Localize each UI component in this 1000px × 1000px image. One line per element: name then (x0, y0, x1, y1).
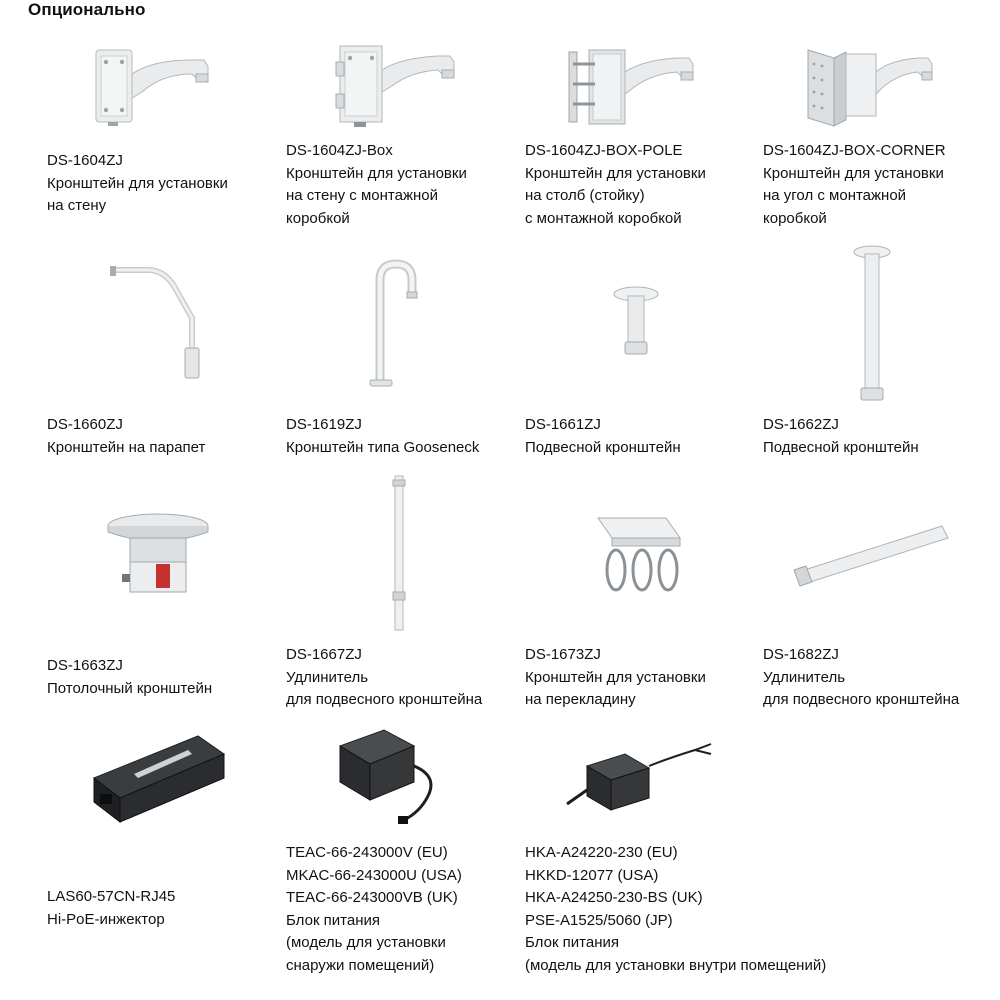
product-code: HKA-A24250-230-BS (UK) (525, 889, 703, 906)
indoor-power-supply-image (565, 736, 715, 816)
product-desc: снаружи помещений) (286, 956, 435, 974)
product-code: DS-1604ZJ (47, 152, 123, 169)
corner-bracket-box-image (800, 44, 940, 132)
product-desc: с монтажной коробкой (525, 209, 682, 227)
product-code: DS-1604ZJ-BOX-POLE (525, 142, 683, 159)
wall-bracket-box-image (334, 42, 464, 130)
product-code: PSE-A1525/5060 (JP) (525, 911, 673, 929)
page-title: Опционально (28, 0, 146, 19)
pole-bracket-box-image (565, 44, 705, 132)
product-desc: Подвесной кронштейн (525, 438, 681, 456)
product-desc: на угол с монтажной (763, 187, 907, 204)
pendant-bracket-long-image (850, 244, 894, 402)
product-code: DS-1663ZJ (47, 657, 123, 674)
pendant-extension-tube-image (790, 512, 952, 588)
product-code: DS-1661ZJ (525, 416, 601, 433)
product-desc: Кронштейн для установки (286, 164, 467, 182)
product-code: DS-1662ZJ (763, 416, 839, 433)
product-desc: Удлинитель (763, 668, 846, 686)
product-desc: на стену (47, 197, 107, 214)
product-desc: Блок питания (525, 934, 619, 951)
product-desc: для подвесного кронштейна (286, 691, 483, 708)
poe-injector-image (90, 728, 228, 828)
product-code: HKA-A24220-230 (EU) (525, 844, 678, 861)
product-desc: Кронштейн для установки (763, 164, 944, 182)
product-desc: Кронштейн для установки (525, 668, 706, 686)
product-desc: коробкой (286, 209, 350, 227)
product-desc: Кронштейн для установки (525, 164, 706, 182)
product-desc: Потолочный кронштейн (47, 679, 213, 697)
product-desc: Удлинитель (286, 668, 369, 686)
product-desc: на столб (стойку) (525, 187, 645, 204)
product-code: DS-1673ZJ (525, 646, 601, 663)
gooseneck-bracket-image (362, 258, 432, 390)
product-code: DS-1660ZJ (47, 416, 123, 433)
product-code: DS-1667ZJ (286, 646, 362, 663)
product-desc: Блок питания (286, 911, 380, 929)
product-code: HKKD-12077 (USA) (525, 866, 659, 884)
product-desc: Подвесной кронштейн (763, 438, 919, 456)
product-code: DS-1604ZJ-BOX-CORNER (763, 142, 946, 159)
product-desc: коробкой (763, 209, 827, 227)
product-desc: Кронштейн на парапет (47, 438, 206, 456)
product-desc: Кронштейн для установки (47, 174, 228, 192)
product-desc: Hi-PoE-инжектор (47, 910, 165, 928)
product-desc: (модель для установки внутри помещений) (525, 956, 827, 974)
product-desc: (модель для установки (286, 934, 446, 951)
product-desc: на перекладину (525, 691, 636, 708)
product-code: MKAC-66-243000U (USA) (286, 866, 462, 884)
crossbar-bracket-image (592, 512, 692, 594)
product-code: DS-1619ZJ (286, 416, 362, 433)
product-desc: Кронштейн типа Gooseneck (286, 438, 480, 456)
pendant-bracket-short-image (608, 284, 664, 358)
outdoor-power-supply-image (328, 716, 452, 832)
parapet-bracket-image (108, 262, 208, 382)
product-code: LAS60-57CN-RJ45 (47, 888, 176, 905)
product-desc: для подвесного кронштейна (763, 691, 960, 708)
product-code: DS-1604ZJ-Box (286, 142, 393, 159)
product-code: TEAC-66-243000VB (UK) (286, 889, 458, 906)
pendant-extension-image (386, 474, 412, 632)
product-desc: на стену с монтажной (286, 187, 438, 204)
product-code: DS-1682ZJ (763, 646, 839, 663)
wall-bracket-image (92, 44, 222, 129)
ceiling-bracket-image (100, 510, 216, 600)
product-code: TEAC-66-243000V (EU) (286, 844, 448, 861)
